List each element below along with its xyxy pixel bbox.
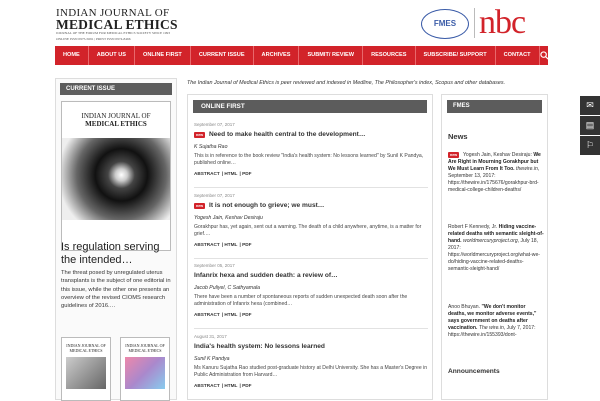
announcements-heading: Announcements <box>448 368 500 375</box>
cover-title-line-1: INDIAN JOURNAL OF <box>81 112 151 120</box>
news-lead: Anoo Bhuyan. <box>448 304 481 310</box>
fmes-panel <box>441 94 548 400</box>
article-excerpt: This is in reference to the book review "India's health system: No lessons learned" by Sunil K Pandya, published online… <box>194 153 424 166</box>
news-url[interactable]: https://worldmercuryproject.org/what-we-do/hiding-vaccine-related-deaths-semantic-sleight-hand/ <box>448 252 541 272</box>
news-title[interactable]: We Are Right in Mourning Gorakhpur but We Must Learn From It Too. <box>448 152 541 172</box>
flag-icon[interactable]: ⚐ <box>580 136 600 155</box>
nav-submit-review[interactable]: SUBMIT/ REVIEW <box>299 46 363 65</box>
article-title[interactable] <box>194 343 428 350</box>
article-links: ABSTRACT | HTML | PDF <box>194 312 252 317</box>
article-item <box>194 122 428 176</box>
current-issue-cover[interactable] <box>61 101 171 251</box>
feature-title[interactable]: Is regulation serving the intended… <box>61 241 160 266</box>
news-lead: Yogesh Jain, Keshav Desiraju: <box>463 152 532 158</box>
article-title[interactable] <box>194 202 428 209</box>
abstract-link[interactable]: ABSTRACT <box>194 171 220 176</box>
email-icon[interactable]: ✉ <box>580 96 600 115</box>
article-title-text[interactable]: India's health system: No lessons learned <box>194 343 325 350</box>
cover-artwork <box>62 138 170 220</box>
news-title[interactable]: Hiding vaccine-related deaths with semantic sleight-of-hand. <box>448 224 544 244</box>
online-first-panel <box>187 94 433 400</box>
news-item[interactable]: Robert F Kennedy, Jr. Hiding vaccine-related deaths with semantic sleight-of-hand. worldmercuryproject.org, July 18, 2017: https://worldmercuryproject.org/what-we-do/hiding-vaccine-related-deaths-semantic-sleight-hand/ <box>448 224 544 272</box>
logo-sub-1: JOURNAL OF THE FORUM FOR MEDICAL ETHICS SOCIETY SINCE 1993 <box>56 31 170 35</box>
feature-description: The threat posed by unregulated uterus transplants is the subject of one editorial in this issue, while the other one presents an overview of the revised CIOMS research guidelines of 2016.… <box>61 270 171 310</box>
thumb-image-1 <box>66 357 106 389</box>
article-title-text[interactable]: Infanrix hexa and sudden death: a review of… <box>194 272 338 279</box>
article-item <box>194 263 428 317</box>
news-date: July 18, 2017: <box>448 238 539 251</box>
thumb-image-2 <box>125 357 165 389</box>
html-link[interactable]: HTML <box>224 312 238 317</box>
article-title[interactable] <box>194 272 428 279</box>
nbc-logo[interactable]: nbc <box>479 4 526 41</box>
article-authors: Sunil K Pandya <box>194 356 230 362</box>
nav-online-first[interactable]: ONLINE FIRST <box>135 46 191 65</box>
nav-archives[interactable]: ARCHIVES <box>254 46 300 65</box>
nav-current-issue[interactable]: CURRENT ISSUE <box>191 46 254 65</box>
cover-title <box>62 112 170 128</box>
article-divider <box>194 328 428 329</box>
search-button[interactable] <box>540 46 549 65</box>
cover-title-line-2: MEDICAL ETHICS <box>85 120 147 128</box>
abstract-link[interactable]: ABSTRACT <box>194 383 220 388</box>
news-title[interactable]: "We don't monitor deaths, we monitor adverse events," says government on deaths after vaccination. <box>448 304 537 331</box>
side-share-bar <box>580 96 600 156</box>
logo-sub-2: ONLINE ISSN 0975-5691 | PRINT ISSN 0974-8466 <box>56 37 131 41</box>
new-badge: new <box>196 132 203 137</box>
logo-line-2: MEDICAL ETHICS <box>56 17 178 32</box>
article-date: September 07, 2017 <box>194 122 235 127</box>
news-item[interactable]: new Yogesh Jain, Keshav Desiraju: We Are Right in Mourning Gorakhpur but We Must Learn From It Too. thewire.in, September 13, 2017: https://thewire.in/175676/gorakhpur-brd-medical-college-children-deaths/ <box>448 152 541 193</box>
article-links: ABSTRACT | HTML | PDF <box>194 242 252 247</box>
new-badge: new <box>450 153 457 157</box>
html-link[interactable]: HTML <box>224 242 238 247</box>
article-excerpt: There have been a number of spontaneous reports of sudden unexpected death soon after the administration of Infanrix hexa (combined… <box>194 294 408 307</box>
newsletter-icon[interactable]: ▤ <box>580 116 600 135</box>
fmes-heading: FMES <box>447 100 542 113</box>
news-url[interactable]: https://thewire.in/175676/gorakhpur-brd-medical-college-children-deaths/ <box>448 180 539 193</box>
news-date: July 7, 2017: <box>506 325 536 331</box>
news-source: worldmercuryproject.org <box>463 238 518 244</box>
new-badge: new <box>196 203 203 208</box>
news-source: thewire.in <box>516 166 538 172</box>
html-link[interactable]: HTML <box>224 383 238 388</box>
article-item <box>194 193 428 247</box>
thumb-title-1: INDIAN JOURNAL OF MEDICAL ETHICS <box>66 343 106 353</box>
article-divider <box>194 258 428 259</box>
article-excerpt: Gorakhpur has, yet again, sent out a warning. The death of a child anywhere, anytime, is a matter for grief.… <box>194 224 422 237</box>
site-header <box>0 0 600 46</box>
news-item[interactable]: Anoo Bhuyan. "We don't monitor deaths, we monitor adverse events," says government on deaths after vaccination. The wire.in, July 7, 2017: https://thewire.in/155393/dont- <box>448 304 537 338</box>
pdf-link[interactable]: PDF <box>242 312 252 317</box>
journal-logo[interactable] <box>56 8 178 42</box>
online-first-heading: ONLINE FIRST <box>193 100 427 113</box>
article-excerpt: Ms Kanuru Sujatha Rao studied post-graduate history at Delhi University. She has a Master's Degree in Public Administration from Harvard… <box>194 365 428 378</box>
abstract-link[interactable]: ABSTRACT <box>194 242 220 247</box>
nav-subscribe-support[interactable]: SUBSCRIBE/ SUPPORT <box>416 46 496 65</box>
pdf-link[interactable]: PDF <box>242 171 252 176</box>
article-links: ABSTRACT | HTML | PDF <box>194 171 252 176</box>
article-date: September 05, 2017 <box>194 263 235 268</box>
pdf-link[interactable]: PDF <box>242 383 252 388</box>
current-issue-heading: CURRENT ISSUE <box>60 83 172 95</box>
news-url[interactable]: https://thewire.in/155393/dont- <box>448 332 517 338</box>
article-title-text[interactable]: Need to make health central to the development… <box>209 131 366 138</box>
fmes-logo[interactable]: FMES <box>421 9 469 39</box>
html-link[interactable]: HTML <box>224 171 238 176</box>
article-date: September 07, 2017 <box>194 193 235 198</box>
logo-line-1: INDIAN JOURNAL OF <box>56 7 170 19</box>
issue-thumbnail-2[interactable] <box>120 337 170 401</box>
article-title-text[interactable]: It is not enough to grieve; we must… <box>209 202 325 209</box>
nav-contact[interactable]: CONTACT <box>496 46 540 65</box>
thumb-title-2: INDIAN JOURNAL OF MEDICAL ETHICS <box>125 343 165 353</box>
main-nav <box>55 46 548 65</box>
logo-divider <box>474 8 475 38</box>
search-icon <box>540 51 549 60</box>
issue-thumbnail-1[interactable] <box>61 337 111 401</box>
nav-home[interactable]: HOME <box>55 46 89 65</box>
news-date: September 13, 2017: <box>448 173 496 179</box>
article-authors: Yogesh Jain, Keshav Desiraju <box>194 215 263 221</box>
pdf-link[interactable]: PDF <box>242 242 252 247</box>
nav-about-us[interactable]: ABOUT US <box>89 46 135 65</box>
article-links: ABSTRACT | HTML | PDF <box>194 383 252 388</box>
news-heading: News <box>448 132 468 141</box>
article-divider <box>194 187 428 188</box>
news-source: The wire.in <box>478 325 504 331</box>
article-date: August 31, 2017 <box>194 334 227 339</box>
article-title[interactable] <box>194 131 428 138</box>
current-issue-panel <box>55 78 177 400</box>
news-lead: Robert F Kennedy, Jr. <box>448 224 498 230</box>
abstract-link[interactable]: ABSTRACT <box>194 312 220 317</box>
indexing-note: The Indian Journal of Medical Ethics is peer reviewed and indexed in Medline, The Philosopher's index, Scopus and other databases. <box>187 80 506 86</box>
article-authors: Jacob Puliyel, C Sathyamala <box>194 285 261 291</box>
article-item <box>194 334 428 388</box>
article-authors: K Sujatha Rao <box>194 144 228 150</box>
nav-resources[interactable]: RESOURCES <box>363 46 415 65</box>
